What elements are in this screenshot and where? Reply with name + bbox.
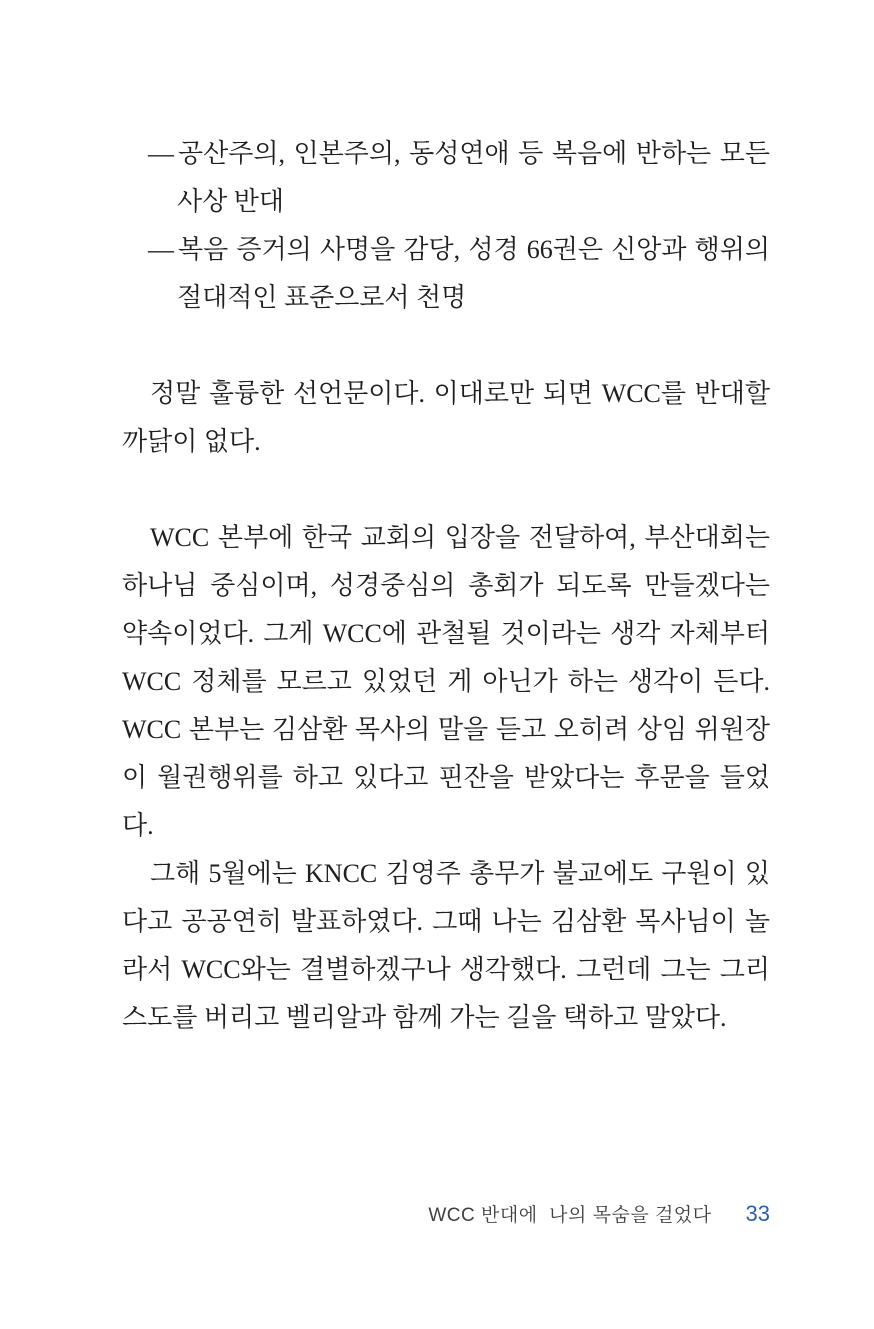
running-title: WCC 반대에 나의 목숨을 걸었다 — [428, 1205, 712, 1226]
page-footer — [122, 1200, 770, 1227]
paragraph: 그해 5월에는 KNCC 김영주 총무가 불교에도 구원이 있다고 공공연히 발표하였다. 그때 나는 김삼환 목사님이 놀라서 WCC와는 결별하겠구나 생각했다. 그런데 그는 그리스도를 버리고 벨리알과 함께 가는 길을 택하고 말았다. — [122, 859, 770, 1032]
page-body — [122, 130, 770, 1042]
paragraph: 정말 훌륭한 선언문이다. 이대로만 되면 WCC를 반대할 까닭이 없다. — [122, 379, 770, 456]
list-item-text: 복음 증거의 사명을 감당, 성경 66권은 신앙과 행위의 절대적인 표준으로서 천명 — [177, 235, 770, 312]
list-item — [122, 130, 770, 226]
declaration-list — [122, 130, 770, 322]
list-item — [122, 226, 770, 322]
em-dash-marker: — — [148, 139, 174, 168]
em-dash-marker: — — [148, 235, 174, 264]
list-item-text: 공산주의, 인본주의, 동성연애 등 복음에 반하는 모든 사상 반대 — [177, 139, 770, 216]
paragraph: WCC 본부에 한국 교회의 입장을 전달하여, 부산대회는 하나님 중심이며, 성경중심의 총회가 되도록 만들겠다는 약속이었다. 그게 WCC에 관철될 것이라는 생각 자체부터 WCC 정체를 모르고 있었던 게 아닌가 하는 생각이 든다. WCC 본부는 김삼환 목사의 말을 듣고 오히려 상임 위원장이 월권행위를 하고 있다고 핀잔을 받았다는 후문을 들었다. — [122, 523, 770, 840]
page-number: 33 — [745, 1201, 770, 1226]
